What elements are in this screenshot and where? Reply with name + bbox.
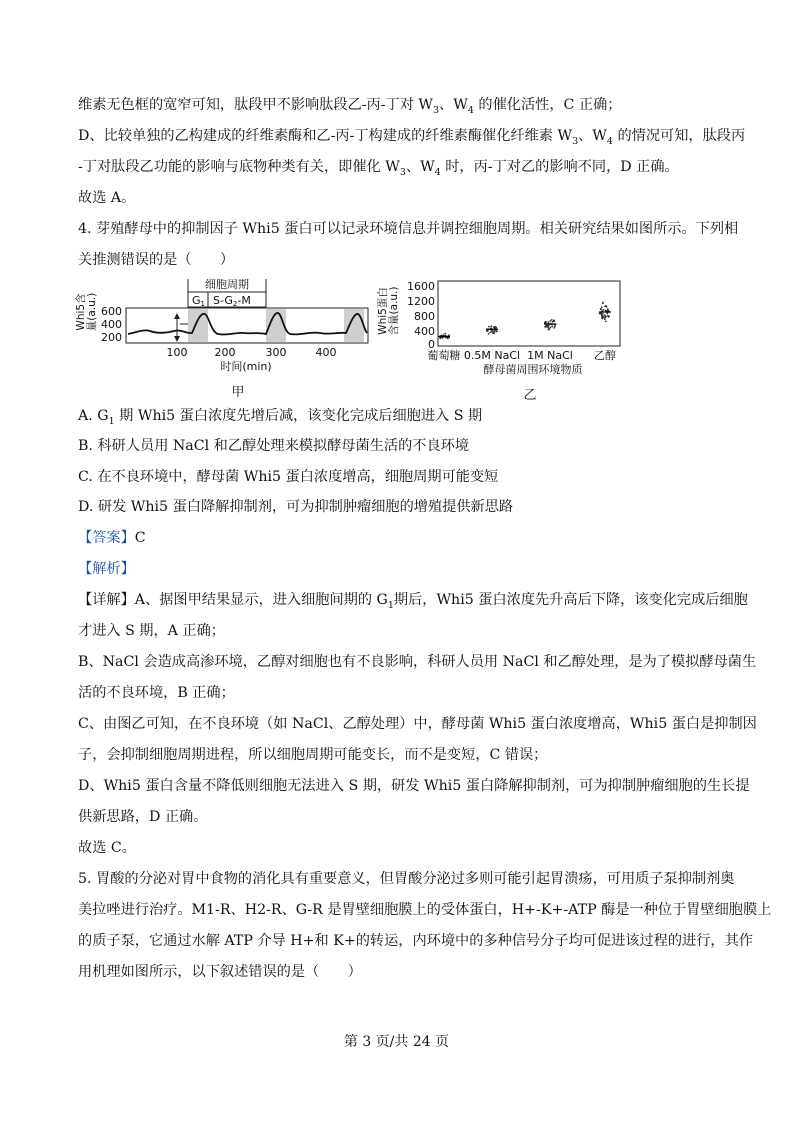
svg-text:200: 200 (214, 346, 236, 359)
page-footer: 第 3 页/共 24 页 (343, 1034, 450, 1050)
svg-text:600: 600 (101, 305, 122, 318)
scatter-point (601, 314, 603, 316)
text-line-1: 维素无色框的宽窄可知，肽段甲不影响肽段乙-丙-丁对 $W_3$、$W_4$ 的催化活性，C 正确； (78, 97, 622, 116)
text-line-2: D、比较单独的乙构建成的纤维素酶和乙-丙-丁构建成的纤维素酶催化纤维素 $W_3$、$W_4$ 的情况可知，肽段丙 (78, 128, 746, 147)
svg-text:量(a.u.): 量(a.u.) (86, 292, 98, 332)
analysis-tag: 【解析】 (78, 561, 135, 577)
option-a: A. $G_1$ 期 Whi5 蛋白浓度先增后减，该变化完成后细胞进入 S 期 (78, 408, 483, 427)
scatter-point (488, 326, 490, 328)
category-label: 0.5M NaCl (463, 349, 521, 362)
svg-text:1600: 1600 (407, 280, 435, 293)
figure-b-xlabel: 酵母菌周围环境物质 (483, 363, 583, 376)
figure-a-whi5-curve (128, 313, 367, 335)
scatter-point (489, 332, 491, 334)
explanation-line-8: 供新思路，D 正确。 (78, 809, 208, 825)
figure-a-xlabel: 时间(min) (220, 360, 272, 373)
scatter-point (494, 330, 496, 332)
figure-b-categories (428, 348, 617, 362)
figure-a-g1-label: G1 (192, 294, 205, 308)
scatter-point (488, 333, 490, 335)
scatter-point (604, 315, 606, 317)
figure-b-scatter-chart (378, 276, 638, 404)
svg-text:400: 400 (315, 346, 337, 359)
scatter-point (491, 330, 493, 332)
scatter-point (553, 320, 555, 322)
explanation-line-7: D、Whi5 蛋白含量不降低则细胞无法进入 S 期，研发 Whi5 蛋白降解抑制剂，可为抑制肿瘤细胞的生长提 (78, 778, 750, 794)
scatter-point (600, 309, 602, 311)
svg-text:Whi5蛋白: Whi5蛋白 (377, 287, 389, 335)
svg-text:1200: 1200 (407, 295, 435, 308)
explanation-line-1: 【详解】A、据图甲结果显示，进入细胞间期的 $G_1$期后，Whi5 蛋白浓度先升高后下降，该变化完成后细胞 (78, 592, 748, 611)
figure-a-xticks (167, 346, 337, 359)
explanation-line-5: C、由图乙可知，在不良环境（如 NaCl、乙醇处理）中，酵母菌 Whi5 蛋白浓度增高，Whi5 蛋白是抑制因 (78, 716, 757, 732)
scatter-point (602, 303, 604, 305)
scatter-point (552, 321, 554, 323)
explanation-line-3: B、NaCl 会造成高渗环境，乙醇对细胞也有不良影响，科研人员用 NaCl 和乙醇处理，是为了模拟酵母菌生 (78, 654, 757, 670)
svg-text:100: 100 (166, 346, 188, 359)
explanation-line-6: 子，会抑制细胞周期进程，所以细胞周期可能变长，而不是变短，C 错误； (78, 747, 548, 763)
svg-text:400: 400 (101, 318, 122, 331)
scatter-point (496, 331, 498, 333)
svg-text:400: 400 (414, 325, 435, 338)
category-label: 葡萄糖 (427, 349, 461, 362)
figure-b-yticks (407, 280, 435, 351)
option-b: B. 科研人员用 NaCl 和乙醇处理来模拟酵母菌生活的不良环境 (78, 438, 470, 454)
figure-a-sg2m-label: S-G2-M (213, 294, 251, 308)
explanation-line-2: 才进入 S 期，A 正确； (78, 623, 225, 639)
question-5-line-4: 用机理如图所示，以下叙述错误的是（ ） (78, 964, 362, 980)
scatter-point (605, 310, 607, 312)
svg-text:200: 200 (101, 331, 122, 344)
text-line-4: 故选 A。 (78, 190, 136, 206)
figure-b-plot-area (438, 281, 620, 346)
figure-b-caption: 乙 (523, 388, 537, 403)
scatter-point (548, 328, 550, 330)
svg-text:含量(a.u.): 含量(a.u.) (388, 286, 400, 336)
scatter-point (605, 316, 607, 318)
question-5-line-3: 的质子泵，它通过水解 ATP 介导 H+和 K+的转运，内环境中的多种信号分子均可促进该过程的进行，其作 (78, 933, 753, 949)
svg-text:800: 800 (414, 310, 435, 323)
category-label: 乙醇 (594, 349, 616, 362)
scatter-point (607, 310, 609, 312)
scatter-point (551, 326, 553, 328)
scatter-point (601, 306, 603, 308)
explanation-line-4: 活的不良环境，B 正确； (78, 685, 235, 701)
scatter-point (486, 330, 488, 332)
option-c: C. 在不良环境中，酵母菌 Whi5 蛋白浓度增高，细胞周期可能变短 (78, 469, 499, 485)
question-5-line-2: 美拉唑进行治疗。M1-R、H2-R、G-R 是胃壁细胞膜上的受体蛋白，H+-K+-ATP 酶是一种位于胃壁细胞膜上 (78, 902, 772, 918)
scatter-point (547, 321, 549, 323)
explanation-line-9: 故选 C。 (78, 840, 136, 856)
figure-a-line-chart (75, 276, 378, 404)
detail-tag: 【详解】 (78, 592, 135, 608)
svg-text:300: 300 (265, 346, 287, 359)
figure-b-ylabel (376, 287, 400, 336)
answer-line (78, 528, 146, 548)
answer-value: C (134, 530, 146, 546)
svg-text:0: 0 (428, 338, 435, 351)
text-line-3: -丁对肽段乙功能的影响与底物种类有关，即催化 $W_3$、$W_4$ 时，丙-丁对乙的影响不同，D 正确。 (78, 159, 679, 178)
scatter-point (605, 321, 607, 323)
scatter-point (490, 325, 492, 327)
answer-tag: 【答案】 (78, 530, 135, 546)
svg-text:Whi5含: Whi5含 (75, 293, 87, 331)
scatter-point (604, 318, 606, 320)
option-d: D. 研发 Whi5 蛋白降解抑制剂，可为抑制肿瘤细胞的增殖提供新思路 (78, 499, 514, 515)
figure-a-ylabel (74, 293, 98, 331)
scatter-point (601, 316, 603, 318)
figure-a-yticks (101, 305, 122, 344)
scatter-point (604, 306, 606, 308)
figure-a-plot-area (126, 308, 368, 343)
category-label: 1M NaCl (527, 349, 573, 362)
scatter-point (608, 316, 610, 318)
scatter-point (602, 309, 604, 311)
question-4-line-2: 关推测错误的是（ ） (78, 252, 235, 268)
scatter-point (606, 313, 608, 315)
question-5-line-1: 5. 胃酸的分泌对胃中食物的消化具有重要意义，但胃酸分泌过多则可能引起胃溃疡，可用质子泵抑制剂奥 (78, 871, 735, 887)
scatter-point (494, 327, 496, 329)
figure-b-scatter-points (438, 302, 611, 340)
scatter-point (549, 320, 551, 322)
question-4-line-1: 4. 芽殖酵母中的抑制因子 Whi5 蛋白可以记录环境信息并调控细胞周期。相关研究结果如图所示。下列相 (78, 221, 739, 237)
scatter-point (545, 326, 547, 328)
figure-a-caption: 甲 (231, 385, 245, 400)
scatter-point (551, 319, 553, 321)
scatter-point (493, 332, 495, 334)
figure-a-top-label: 细胞周期 (205, 278, 249, 291)
scatter-point (444, 333, 446, 335)
